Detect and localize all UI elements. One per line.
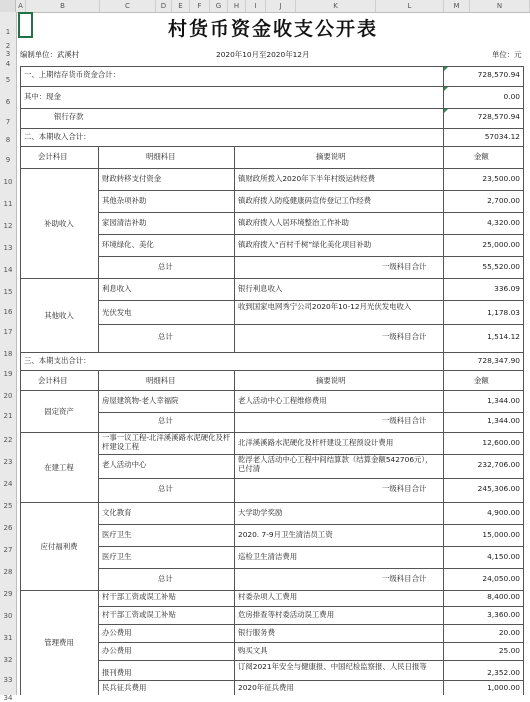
cash-label: 其中：现金 bbox=[24, 92, 61, 101]
section1-value[interactable]: 728,570.94 bbox=[477, 70, 520, 79]
income2-item1-detail: 利息收入 bbox=[102, 284, 132, 293]
row-line bbox=[98, 234, 524, 235]
income1-sum[interactable]: 55,520.00 bbox=[482, 262, 520, 271]
row-line bbox=[20, 86, 524, 87]
col-header-c[interactable]: C bbox=[100, 0, 156, 12]
income1-item4-desc: 镇政府拨入“百村千树”绿化美化项目补助 bbox=[238, 240, 372, 249]
row-header-28[interactable]: 28 bbox=[3, 568, 13, 576]
exp1-total-label: 总计 bbox=[158, 416, 173, 425]
row-line bbox=[20, 108, 524, 109]
row-line bbox=[98, 606, 524, 607]
header2-detail: 明细科目 bbox=[146, 376, 176, 385]
exp4-item1-detail: 村干部工资或误工补贴 bbox=[102, 592, 176, 601]
exp4-item1-amount[interactable]: 8,400.00 bbox=[487, 592, 520, 601]
row-line bbox=[98, 478, 524, 479]
income1-item2-detail: 其他杂项补助 bbox=[102, 196, 147, 205]
row-header-18[interactable]: 18 bbox=[3, 350, 13, 358]
col-header-j[interactable]: J bbox=[266, 0, 296, 12]
col-divider bbox=[234, 146, 235, 352]
period-label: 2020年10月至2020年12月 bbox=[216, 50, 310, 59]
section3-value[interactable]: 728,347.90 bbox=[477, 356, 520, 365]
income1-item3-amount[interactable]: 4,320.00 bbox=[487, 218, 520, 227]
exp4-item3-desc: 银行服务费 bbox=[238, 628, 275, 637]
row-line bbox=[98, 256, 524, 257]
income1-item2-amount[interactable]: 2,700.00 bbox=[487, 196, 520, 205]
income1-item1-amount[interactable]: 23,500.00 bbox=[482, 174, 520, 183]
exp4-item4-desc: 购买文具 bbox=[238, 646, 268, 655]
exp4-item6-detail: 民兵征兵费用 bbox=[102, 683, 147, 692]
section2-label: 二、本期收入合计： bbox=[24, 132, 91, 141]
exp3-sum-label: 一级科目合计 bbox=[382, 574, 427, 583]
col-header-a[interactable]: A bbox=[16, 0, 26, 12]
row-line bbox=[20, 370, 524, 371]
exp3-item2-amount[interactable]: 15,000.00 bbox=[482, 530, 520, 539]
header-detail: 明细科目 bbox=[146, 152, 176, 161]
col-divider bbox=[98, 370, 99, 695]
exp2-item2-amount[interactable]: 232,706.00 bbox=[477, 460, 520, 469]
bank-value[interactable]: 728,570.94 bbox=[477, 112, 520, 121]
row-header-13[interactable]: 13 bbox=[3, 244, 13, 252]
exp1-sum-label: 一级科目合计 bbox=[382, 416, 427, 425]
col-header-b[interactable]: B bbox=[26, 0, 100, 12]
exp1-item1-desc: 老人活动中心工程维修费用 bbox=[238, 396, 327, 405]
exp4-item2-desc: 危房排查等村委活动误工费用 bbox=[238, 610, 335, 619]
col-header-h[interactable]: H bbox=[228, 0, 246, 12]
row-header-8[interactable]: 8 bbox=[5, 136, 11, 144]
row-header-5[interactable]: 5 bbox=[5, 76, 11, 84]
col-header-l[interactable]: L bbox=[376, 0, 444, 12]
row-line bbox=[98, 660, 524, 661]
exp3-item3-amount[interactable]: 4,150.00 bbox=[487, 552, 520, 561]
income-group1-name: 补助收入 bbox=[44, 218, 74, 228]
row-header-15[interactable]: 15 bbox=[3, 288, 13, 296]
income1-sum-label: 一级科目合计 bbox=[382, 262, 427, 271]
exp4-item4-amount[interactable]: 25.00 bbox=[498, 646, 520, 655]
col-divider bbox=[98, 146, 99, 352]
row-header-11[interactable]: 11 bbox=[3, 200, 13, 208]
header2-amount: 金额 bbox=[474, 376, 489, 385]
income1-item2-desc: 镇政府拨入防疫健康码宣传登记工作经费 bbox=[238, 196, 372, 205]
exp4-item1-desc: 村委杂项人工费用 bbox=[238, 592, 298, 601]
row-header-3[interactable]: 3 bbox=[5, 50, 11, 58]
error-indicator-icon bbox=[444, 67, 448, 71]
row-header-17[interactable]: 17 bbox=[3, 328, 13, 336]
row-line bbox=[98, 524, 524, 525]
row-line bbox=[98, 624, 524, 625]
income1-item3-desc: 镇政府拨入人居环境整治工作补助 bbox=[238, 218, 349, 227]
exp2-item2-detail: 老人活动中心 bbox=[102, 460, 147, 469]
unit-label: 编制单位：武溪村 bbox=[20, 50, 80, 59]
exp-group4-name: 管理费用 bbox=[44, 638, 74, 647]
col-header-n[interactable]: N bbox=[470, 0, 530, 12]
income1-item1-detail: 财政转移支付资金 bbox=[102, 174, 162, 183]
income2-item2-detail: 光伏发电 bbox=[102, 308, 132, 317]
row-line bbox=[98, 642, 524, 643]
income1-item4-detail: 环境绿化、美化 bbox=[102, 240, 154, 249]
exp4-item2-amount[interactable]: 3,360.00 bbox=[487, 610, 520, 619]
cash-value[interactable]: 0.00 bbox=[503, 92, 520, 101]
col-header-k[interactable]: K bbox=[296, 0, 376, 12]
income2-item1-desc: 银行利息收入 bbox=[238, 284, 283, 293]
row-header-7[interactable]: 7 bbox=[5, 118, 11, 126]
exp3-item2-desc: 2020. 7-9月卫生清洁员工资 bbox=[238, 530, 333, 539]
exp4-item6-desc: 2020年征兵费用 bbox=[238, 683, 294, 692]
row-line bbox=[98, 680, 524, 681]
row-line bbox=[98, 324, 524, 325]
row-line bbox=[98, 212, 524, 213]
row-line bbox=[20, 352, 524, 353]
section1-label: 一、上期结存货币资金合计： bbox=[24, 70, 121, 79]
header-description: 摘要说明 bbox=[316, 152, 346, 161]
page-title: 村货币资金收支公开表 bbox=[167, 18, 378, 40]
exp2-item1-amount[interactable]: 12,600.00 bbox=[482, 438, 520, 447]
header2-account: 会计科目 bbox=[38, 376, 68, 385]
col-header-i[interactable]: I bbox=[246, 0, 266, 12]
row-header-32[interactable]: 32 bbox=[3, 656, 13, 664]
select-all-corner[interactable] bbox=[0, 0, 16, 12]
row-header-1[interactable]: 1 bbox=[5, 28, 11, 36]
row-header-20[interactable]: 20 bbox=[3, 392, 13, 400]
income2-total-label: 总计 bbox=[158, 332, 173, 341]
income1-item1-desc: 镇财政所拨入2020年下半年村级运转经费 bbox=[238, 174, 376, 183]
income2-item1-amount[interactable]: 336.09 bbox=[494, 284, 520, 293]
row-header-22[interactable]: 22 bbox=[3, 436, 13, 444]
row-header-16[interactable]: 16 bbox=[3, 308, 13, 316]
row-header-27[interactable]: 27 bbox=[3, 546, 13, 554]
header-amount: 金额 bbox=[474, 152, 489, 161]
exp-group1-name: 固定资产 bbox=[44, 406, 74, 416]
exp4-item2-detail: 村干部工资或误工补贴 bbox=[102, 610, 176, 619]
exp3-item2-detail: 医疗卫生 bbox=[102, 530, 132, 539]
col-header-d[interactable]: D bbox=[156, 0, 172, 12]
row-header-23[interactable]: 23 bbox=[3, 458, 13, 466]
section3-label: 三、本期支出合计： bbox=[24, 356, 91, 365]
row-header-12[interactable]: 12 bbox=[3, 222, 13, 230]
col-header-g[interactable]: G bbox=[210, 0, 228, 12]
table-border bbox=[523, 66, 524, 695]
row-header-bar bbox=[0, 12, 17, 702]
exp3-item1-detail: 文化教育 bbox=[102, 508, 132, 517]
spreadsheet-grid[interactable] bbox=[16, 12, 530, 695]
exp-group3-name: 应付福利费 bbox=[40, 541, 78, 551]
income2-item2-amount[interactable]: 1,178.03 bbox=[487, 308, 520, 317]
exp1-sum[interactable]: 1,344.00 bbox=[487, 416, 520, 425]
row-header-4[interactable]: 4 bbox=[5, 60, 11, 68]
row-header-31[interactable]: 31 bbox=[3, 634, 13, 642]
income2-item2-desc: 收到国家电网秀宁公司2020年10-12月光伏发电收入 bbox=[238, 302, 412, 311]
row-line bbox=[98, 300, 524, 301]
row-header-2[interactable]: 2 bbox=[5, 42, 11, 50]
row-header-24[interactable]: 24 bbox=[3, 480, 13, 488]
exp2-item1-desc: 北洋溪溪路水泥硬化及杆杆建设工程预设计费用 bbox=[238, 438, 394, 447]
table-divider bbox=[443, 66, 444, 695]
row-line bbox=[98, 190, 524, 191]
exp4-item5-desc: 订阅2021年安全与健康报、中国纪检监察报、人民日报等 bbox=[238, 662, 427, 671]
row-header-19[interactable]: 19 bbox=[3, 370, 13, 378]
col-header-e[interactable]: E bbox=[172, 0, 190, 12]
exp3-sum[interactable]: 24,050.00 bbox=[482, 574, 520, 583]
exp3-item1-amount[interactable]: 4,900.00 bbox=[487, 508, 520, 517]
exp2-sum-label: 一级科目合计 bbox=[382, 484, 427, 493]
exp3-total-label: 总计 bbox=[158, 574, 173, 583]
row-header-29[interactable]: 29 bbox=[3, 590, 13, 598]
section2-value[interactable]: 57034.12 bbox=[484, 132, 520, 141]
error-indicator-icon bbox=[444, 109, 448, 113]
row-header-21[interactable]: 21 bbox=[3, 412, 13, 420]
row-header-9[interactable]: 9 bbox=[5, 156, 11, 164]
col-header-m[interactable]: M bbox=[444, 0, 470, 12]
exp2-item2-desc: 乾浮老人活动中心工程中间结算款（结算金额542706元），已付清 bbox=[238, 455, 433, 473]
row-header-26[interactable]: 26 bbox=[3, 524, 13, 532]
row-line bbox=[98, 412, 524, 413]
exp2-total-label: 总计 bbox=[158, 484, 173, 493]
header-account: 会计科目 bbox=[38, 152, 68, 161]
row-header-25[interactable]: 25 bbox=[3, 502, 13, 510]
exp-group2-name: 在建工程 bbox=[44, 462, 74, 472]
row-line bbox=[98, 546, 524, 547]
exp4-item3-amount[interactable]: 20.00 bbox=[498, 628, 520, 637]
exp1-item1-detail: 房屋建筑物-老人幸福院 bbox=[102, 396, 179, 405]
exp3-item3-desc: 巡检卫生清洁费用 bbox=[238, 552, 298, 561]
row-line bbox=[20, 146, 524, 147]
col-divider bbox=[234, 370, 235, 695]
row-header-6[interactable]: 6 bbox=[5, 98, 11, 106]
error-indicator-icon bbox=[444, 87, 448, 91]
row-line bbox=[98, 568, 524, 569]
exp3-item3-detail: 医疗卫生 bbox=[102, 552, 132, 561]
bank-label: 银行存款 bbox=[54, 112, 84, 121]
row-header-34[interactable]: 34 bbox=[3, 694, 13, 702]
exp3-item1-desc: 大学助学奖励 bbox=[238, 508, 283, 517]
table-border bbox=[20, 66, 524, 67]
exp2-sum[interactable]: 245,306.00 bbox=[477, 484, 520, 493]
col-header-f[interactable]: F bbox=[190, 0, 210, 12]
income-group2-name: 其他收入 bbox=[44, 310, 74, 320]
exp4-item3-detail: 办公费用 bbox=[102, 628, 132, 637]
row-header-10[interactable]: 10 bbox=[3, 178, 13, 186]
income1-total-label: 总计 bbox=[158, 262, 173, 271]
row-header-14[interactable]: 14 bbox=[3, 266, 13, 274]
row-line bbox=[20, 128, 524, 129]
exp2-item1-detail: 一事一议工程-北洋溪溪路水泥硬化及杆杆建设工程 bbox=[102, 433, 231, 451]
header2-description: 摘要说明 bbox=[316, 376, 346, 385]
exp4-item6-amount[interactable]: 1,000.00 bbox=[487, 683, 520, 692]
exp4-item5-detail: 报刊费用 bbox=[102, 668, 132, 677]
income1-item4-amount[interactable]: 25,000.00 bbox=[482, 240, 520, 249]
income2-sum-label: 一级科目合计 bbox=[382, 332, 427, 341]
row-header-30[interactable]: 30 bbox=[3, 612, 13, 620]
unit-right-label: 单位：元 bbox=[492, 50, 522, 59]
exp4-item4-detail: 办公费用 bbox=[102, 646, 132, 655]
income1-item3-detail: 家园清洁补助 bbox=[102, 218, 147, 227]
income2-sum[interactable]: 1,514.12 bbox=[487, 332, 520, 341]
exp1-item1-amount[interactable]: 1,344.00 bbox=[487, 396, 520, 405]
exp4-item5-amount[interactable]: 2,352.00 bbox=[487, 668, 520, 677]
row-header-33[interactable]: 33 bbox=[3, 676, 13, 684]
